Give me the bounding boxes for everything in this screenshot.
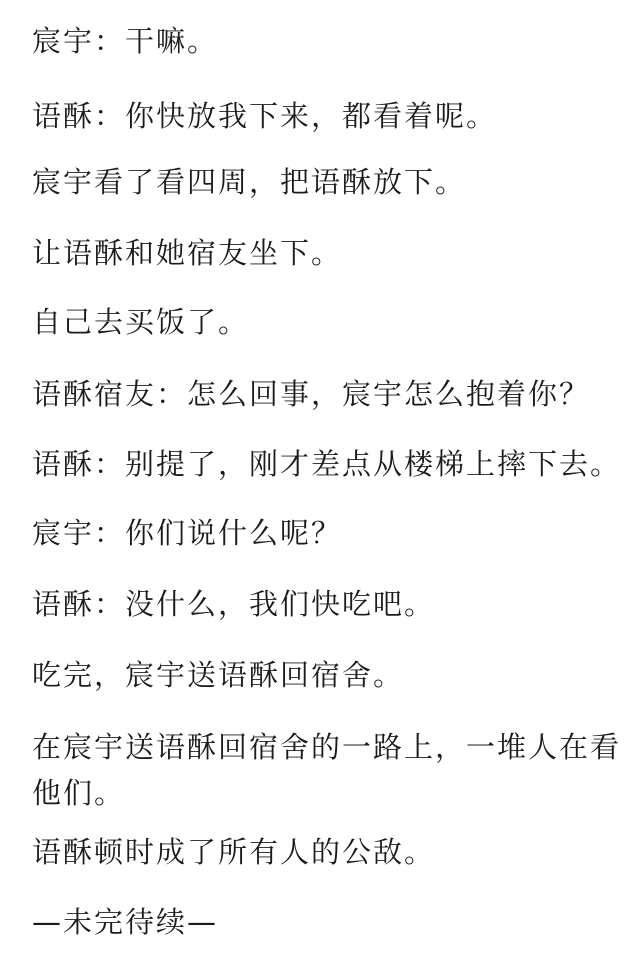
story-line: 自己去买饭了。 xyxy=(32,305,250,339)
story-line: 语酥宿友：怎么回事，宸宇怎么抱着你？ xyxy=(32,377,591,411)
to-be-continued-line: —未完待续— xyxy=(32,905,219,939)
story-line: 宸宇：干嘛。 xyxy=(32,24,219,58)
story-line: 语酥顿时成了所有人的公敌。 xyxy=(32,835,436,869)
story-line: 语酥：你快放我下来，都看着呢。 xyxy=(32,99,498,133)
story-line: 语酥：别提了，刚才差点从楼梯上摔下去。 xyxy=(32,447,622,481)
story-line: 宸宇：你们说什么呢？ xyxy=(32,516,343,550)
story-line: 宸宇看了看四周，把语酥放下。 xyxy=(32,165,467,199)
story-line: 在宸宇送语酥回宿舍的一路上，一堆人在看他们。 xyxy=(32,730,622,810)
story-line: 语酥：没什么，我们快吃吧。 xyxy=(32,587,436,621)
story-line: 吃完，宸宇送语酥回宿舍。 xyxy=(32,658,405,692)
story-line: 让语酥和她宿友坐下。 xyxy=(32,236,343,270)
